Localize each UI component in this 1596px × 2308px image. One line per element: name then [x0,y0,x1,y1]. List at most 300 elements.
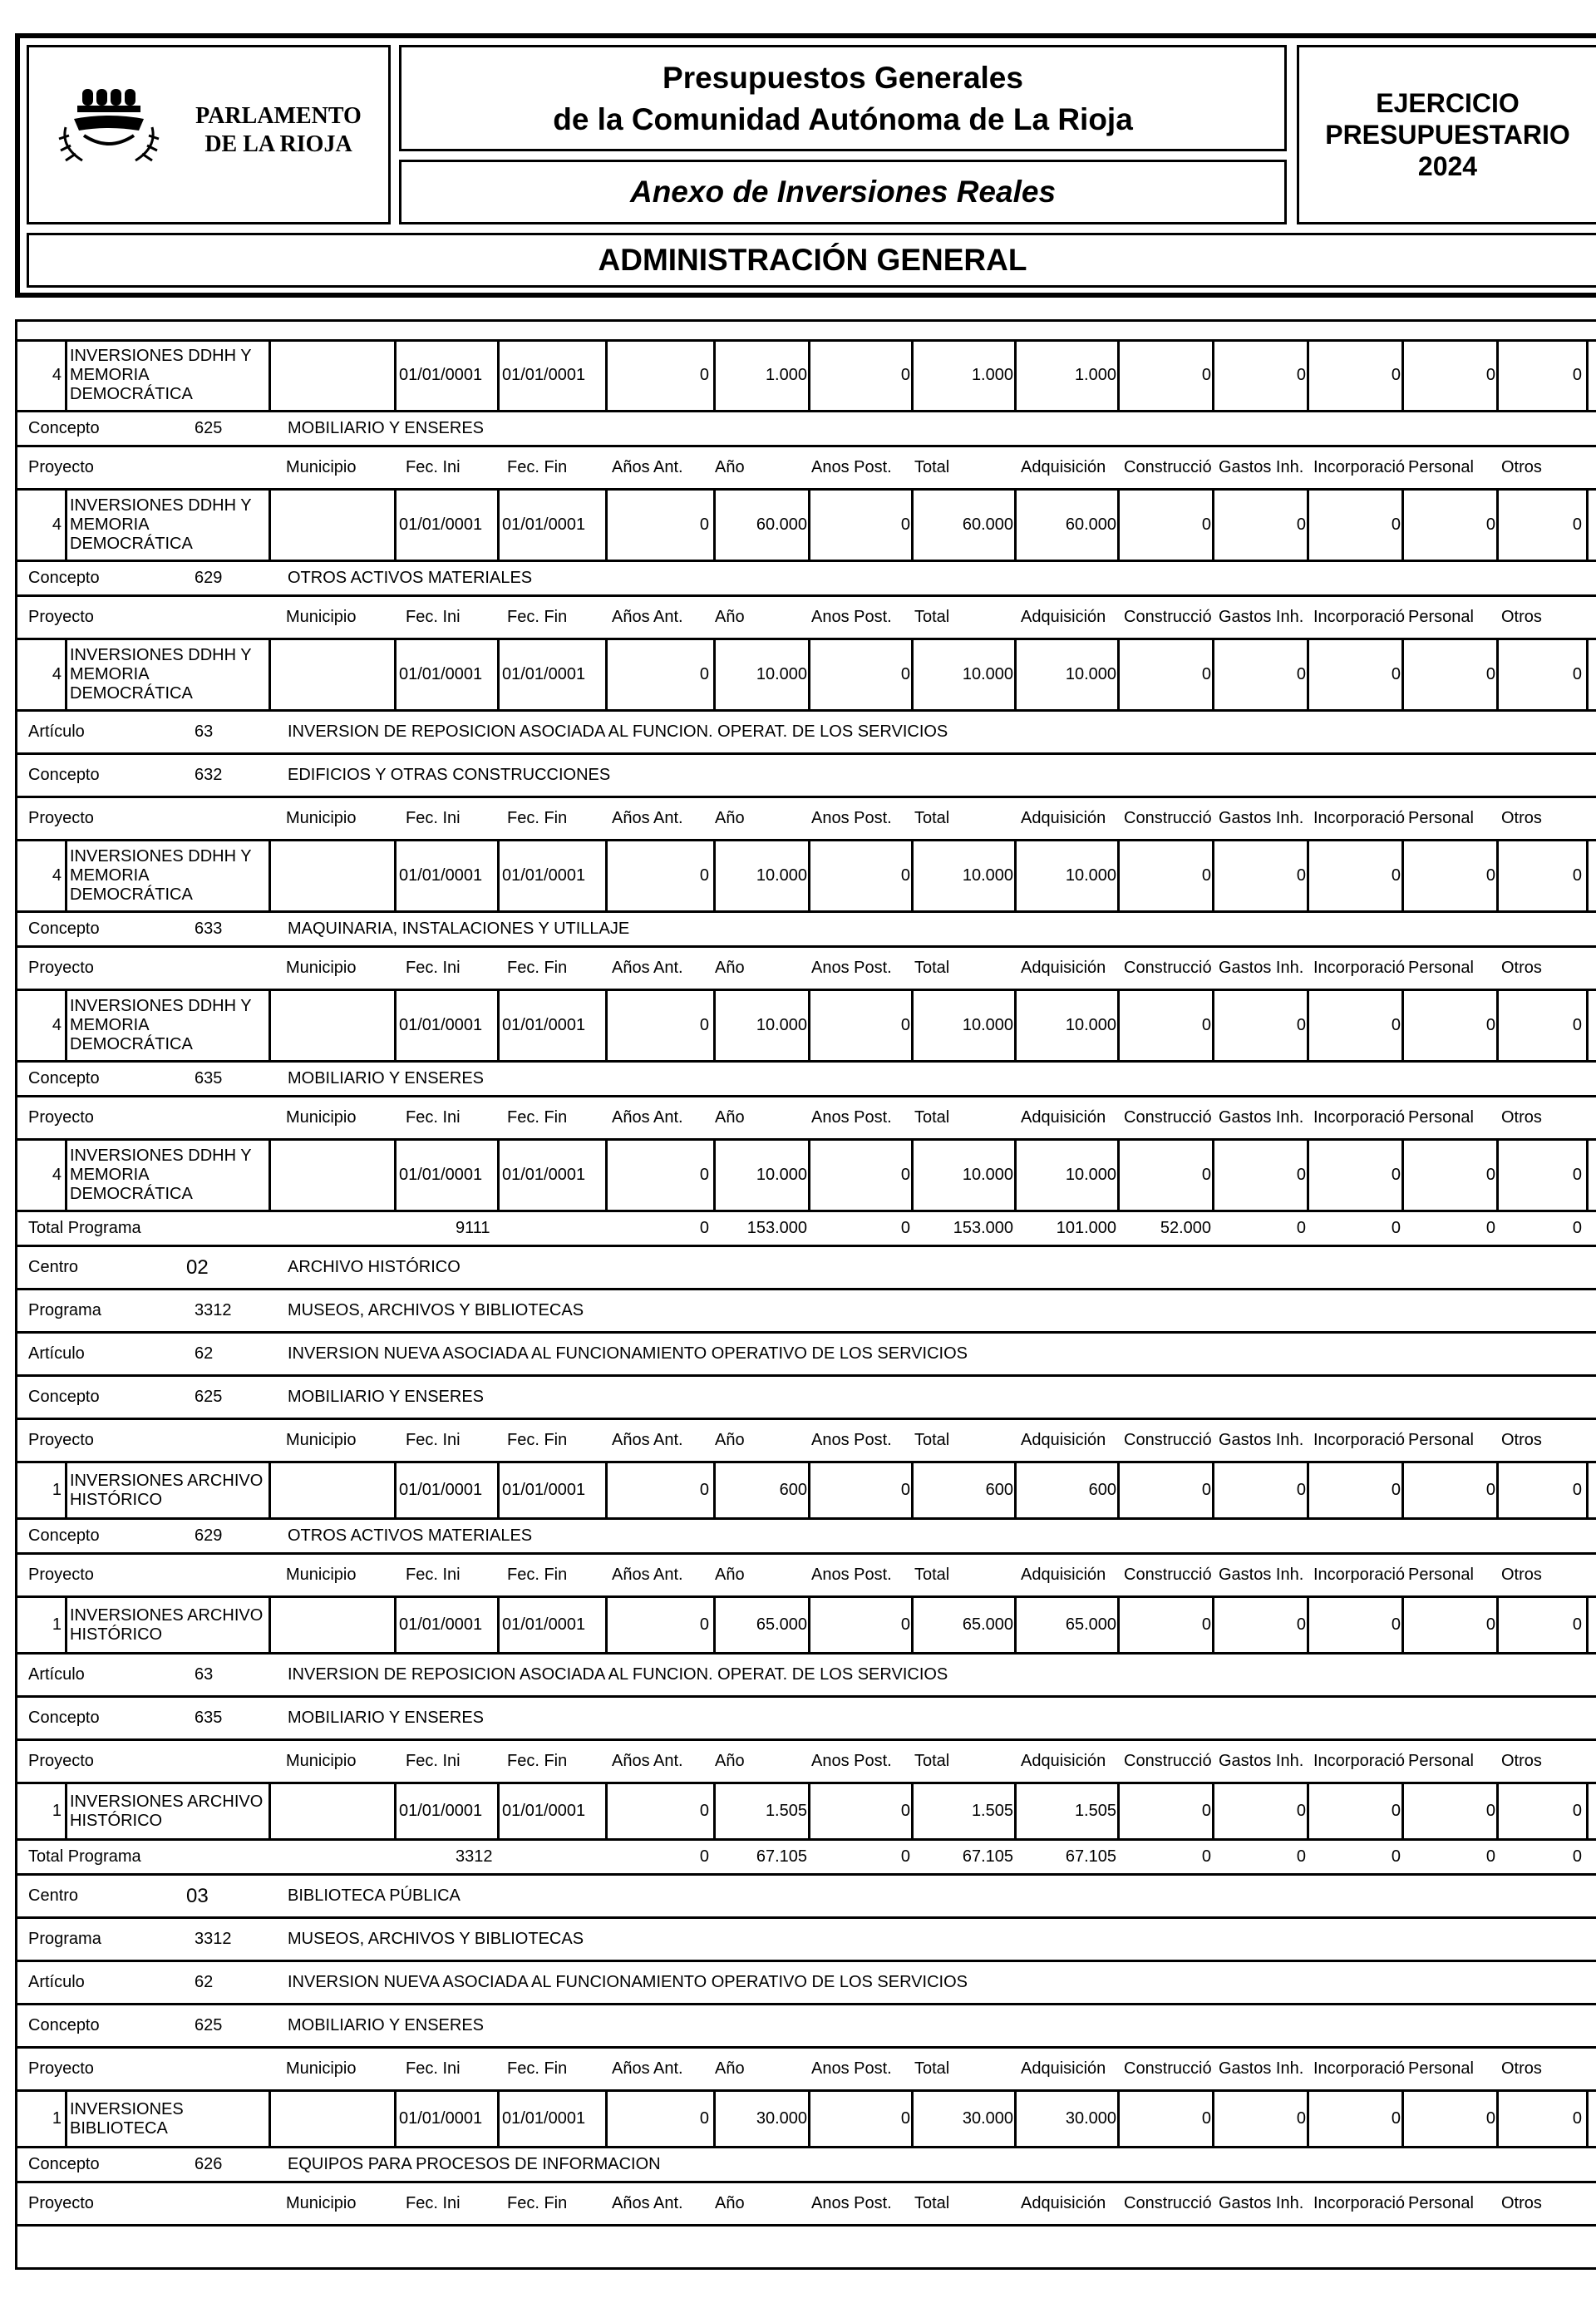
cell-divider [1014,341,1017,410]
amount-gastosinh: 0 [1296,1615,1306,1634]
cell-divider [605,491,608,560]
cell-divider [911,991,914,1060]
column-header: Fec. Fin [507,2194,568,2212]
column-header: Año [715,1752,745,1770]
label-description: MOBILIARIO Y ENSERES [288,2016,485,2034]
column-header: Construcció [1124,2059,1212,2078]
label-code: 633 [195,920,223,938]
amount-incorporaci: 0 [1391,515,1401,534]
cell-divider [808,841,810,910]
column-header: Total [914,2059,950,2078]
column-header: Fec. Ini [406,2194,461,2212]
column-header: Adquisición [1021,1431,1106,1449]
column-header: Años Ant. [612,809,683,827]
cell-divider [1014,491,1017,560]
fec-fin-value: 01/01/0001 [502,1615,586,1634]
column-header: Anos Post. [811,959,892,977]
amount-anospost: 0 [900,1481,910,1499]
section-panel [27,233,1596,288]
amount-personal: 0 [1485,1481,1495,1499]
cell-divider [1586,841,1589,910]
table-row-cols [15,1097,1596,1141]
label-label: Concepto [28,766,100,784]
column-header: Proyecto [28,458,94,476]
title-panel [399,45,1287,151]
label-label: Artículo [28,722,85,741]
amount-incorporaci: 0 [1391,1166,1401,1184]
column-header: Fec. Fin [507,809,568,827]
total-amount: 101.000 [1056,1219,1116,1237]
cell-divider [1586,341,1589,410]
table-row-label [15,712,1596,755]
project-name: INVERSIONES DDHH Y MEMORIA DEMOCRÁTICA [70,847,252,904]
amount-incorporaci: 0 [1391,1802,1401,1820]
column-header: Municipio [286,458,357,476]
centro-label: Centro [28,1886,79,1905]
column-header: Fec. Fin [507,959,568,977]
amount-gastosinh: 0 [1296,1166,1306,1184]
cell-divider [65,2092,67,2146]
cell-divider [1014,2092,1017,2146]
label-code: 635 [195,1709,223,1727]
column-header: Municipio [286,959,357,977]
table-row-label [15,412,1596,447]
amount-anospost: 0 [900,866,910,885]
cell-divider [394,1463,397,1517]
amount-gastosinh: 0 [1296,665,1306,683]
total-amount: 67.105 [1065,1847,1116,1866]
column-header: Gastos Inh. [1219,1566,1304,1584]
cell-divider [1014,1598,1017,1652]
label-code: 629 [195,569,223,587]
amount-adquisicin: 10.000 [1065,1016,1116,1034]
column-header: Proyecto [28,1431,94,1449]
label-description: OTROS ACTIVOS MATERIALES [288,1526,533,1545]
project-name: INVERSIONES DDHH Y MEMORIA DEMOCRÁTICA [70,347,252,403]
column-header: Gastos Inh. [1219,959,1304,977]
cell-divider [1586,640,1589,709]
amount-ao: 1.000 [765,366,807,384]
cell-divider [268,491,271,560]
column-header: Proyecto [28,2194,94,2212]
label-code: 626 [195,2155,223,2173]
column-header: Otros [1501,2194,1542,2212]
amount-incorporaci: 0 [1391,1016,1401,1034]
column-header: Personal [1408,809,1474,827]
column-header: Año [715,809,745,827]
amount-ao: 65.000 [756,1615,807,1634]
total-amount: 0 [1572,1219,1582,1237]
column-header: Fec. Ini [406,1108,461,1127]
label-label: Concepto [28,1069,100,1087]
label-code: 63 [195,722,214,741]
table-row-cols [15,2049,1596,2092]
table-row-cols [15,447,1596,491]
fec-ini-value: 01/01/0001 [399,1166,483,1184]
table-row-cols [15,1741,1596,1784]
total-amount: 0 [1485,1219,1495,1237]
column-header: Anos Post. [811,1431,892,1449]
amount-adquisicin: 65.000 [1065,1615,1116,1634]
label-description: INVERSION DE REPOSICION ASOCIADA AL FUNCION. OPERAT. DE LOS SERVICIOS [288,722,948,741]
amount-anospost: 0 [900,665,910,683]
cell-divider [911,1784,914,1838]
cell-divider [1586,1141,1589,1210]
column-header: Año [715,1431,745,1449]
column-header: Municipio [286,1566,357,1584]
label-label: Programa [28,1930,101,1948]
cell-divider [1014,640,1017,709]
cell-divider [497,1598,500,1652]
cell-divider [268,1598,271,1652]
fec-ini-value: 01/01/0001 [399,1802,483,1820]
project-name: INVERSIONES DDHH Y MEMORIA DEMOCRÁTICA [70,1147,252,1203]
cell-divider [497,2092,500,2146]
column-header: Años Ant. [612,1431,683,1449]
amount-anospost: 0 [900,1615,910,1634]
amount-ao: 10.000 [756,866,807,885]
project-id: 1 [52,1481,62,1499]
column-header: Total [914,809,950,827]
cell-divider [1014,841,1017,910]
total-amount: 0 [699,1219,709,1237]
column-header: Construcció [1124,1752,1212,1770]
amount-gastosinh: 0 [1296,866,1306,885]
total-amount: 0 [1296,1847,1306,1866]
fec-fin-value: 01/01/0001 [502,866,586,885]
total-amount: 0 [1391,1847,1401,1866]
cell-divider [1586,491,1589,560]
column-header: Años Ant. [612,458,683,476]
column-header: Otros [1501,458,1542,476]
total-label: Total Programa [28,1219,141,1237]
column-header: Adquisición [1021,1566,1106,1584]
cell-divider [911,1463,914,1517]
label-code: 63 [195,1665,214,1684]
cell-divider [911,491,914,560]
table-row-item [15,1784,1596,1841]
amount-incorporaci: 0 [1391,866,1401,885]
table-row-label [15,1698,1596,1741]
table-row-centro [15,1247,1596,1290]
column-header: Años Ant. [612,1566,683,1584]
table-row-label [15,1919,1596,1962]
amount-aosant: 0 [699,366,709,384]
label-label: Programa [28,1301,101,1319]
table-row-cols [15,948,1596,991]
column-header: Fec. Fin [507,1108,568,1127]
amount-anospost: 0 [900,1802,910,1820]
amount-ao: 10.000 [756,1166,807,1184]
table-row-item [15,2092,1596,2148]
column-header: Personal [1408,1431,1474,1449]
amount-aosant: 0 [699,1016,709,1034]
cell-divider [605,341,608,410]
label-description: OTROS ACTIVOS MATERIALES [288,569,533,587]
label-label: Concepto [28,2016,100,2034]
label-description: INVERSION NUEVA ASOCIADA AL FUNCIONAMIENTO OPERATIVO DE LOS SERVICIOS [288,1973,968,1991]
column-header: Adquisición [1021,1108,1106,1127]
amount-otros: 0 [1572,1166,1582,1184]
amount-adquisicin: 30.000 [1065,2109,1116,2128]
column-header: Total [914,458,950,476]
cell-divider [605,991,608,1060]
column-header: Fec. Ini [406,2059,461,2078]
amount-total: 10.000 [962,1016,1013,1034]
column-header: Total [914,1108,950,1127]
amount-anospost: 0 [900,1016,910,1034]
cell-divider [497,991,500,1060]
table-row-label [15,1063,1596,1097]
amount-ao: 30.000 [756,2109,807,2128]
label-label: Artículo [28,1973,85,1991]
amount-gastosinh: 0 [1296,1481,1306,1499]
column-header: Años Ant. [612,1108,683,1127]
column-header: Anos Post. [811,809,892,827]
cell-divider [1586,2092,1589,2146]
label-description: MAQUINARIA, INSTALACIONES Y UTILLAJE [288,920,630,938]
amount-otros: 0 [1572,1016,1582,1034]
label-description: MOBILIARIO Y ENSERES [288,1069,485,1087]
column-header: Otros [1501,1752,1542,1770]
fec-fin-value: 01/01/0001 [502,366,586,384]
table-row-item [15,841,1596,913]
column-header: Año [715,608,745,626]
column-header: Incorporació [1313,2194,1405,2212]
cell-divider [268,640,271,709]
amount-personal: 0 [1485,1802,1495,1820]
amount-anospost: 0 [900,2109,910,2128]
column-header: Fec. Fin [507,1431,568,1449]
cell-divider [605,640,608,709]
label-label: Artículo [28,1344,85,1363]
centro-description: BIBLIOTECA PÚBLICA [288,1886,461,1905]
column-header: Año [715,2059,745,2078]
title-line-2: de la Comunidad Autónoma de La Rioja [553,102,1133,136]
amount-aosant: 0 [699,866,709,885]
logo-panel [27,45,391,224]
column-header: Fec. Ini [406,1566,461,1584]
project-id: 4 [52,1166,62,1184]
cell-divider [394,1141,397,1210]
project-id: 1 [52,1802,62,1820]
cell-divider [65,991,67,1060]
table-row-centro [15,1876,1596,1919]
amount-personal: 0 [1485,1016,1495,1034]
table-row-label [15,2005,1596,2049]
column-header: Total [914,1752,950,1770]
amount-total: 1.000 [971,366,1013,384]
cell-divider [808,341,810,410]
table-row-item [15,491,1596,562]
amount-construcci: 0 [1201,866,1211,885]
cell-divider [394,991,397,1060]
cell-divider [497,341,500,410]
cell-divider [1586,1463,1589,1517]
parliament-logo-icon [41,81,174,180]
column-header: Adquisición [1021,458,1106,476]
section-title: ADMINISTRACIÓN GENERAL [598,243,1027,277]
total-amount: 67.105 [962,1847,1013,1866]
amount-personal: 0 [1485,2109,1495,2128]
total-amount: 0 [1485,1847,1495,1866]
cell-divider [911,1598,914,1652]
cell-divider [497,491,500,560]
amount-total: 30.000 [962,2109,1013,2128]
column-header: Municipio [286,1431,357,1449]
amount-adquisicin: 600 [1088,1481,1116,1499]
column-header: Año [715,1566,745,1584]
column-header: Fec. Fin [507,608,568,626]
table-row-cols [15,2183,1596,2227]
column-header: Fec. Fin [507,458,568,476]
label-code: 635 [195,1069,223,1087]
column-header: Construcció [1124,809,1212,827]
cell-divider [911,841,914,910]
amount-total: 1.505 [971,1802,1013,1820]
amount-gastosinh: 0 [1296,1802,1306,1820]
amount-gastosinh: 0 [1296,1016,1306,1034]
table-row-label [15,1520,1596,1555]
fec-fin-value: 01/01/0001 [502,515,586,534]
fec-fin-value: 01/01/0001 [502,665,586,683]
column-header: Anos Post. [811,1108,892,1127]
cell-divider [65,491,67,560]
total-amount: 0 [1201,1847,1211,1866]
column-header: Anos Post. [811,2059,892,2078]
label-code: 62 [195,1973,214,1991]
fec-ini-value: 01/01/0001 [399,665,483,683]
column-header: Anos Post. [811,1752,892,1770]
column-header: Fec. Fin [507,1752,568,1770]
cell-divider [911,640,914,709]
label-description: MOBILIARIO Y ENSERES [288,419,485,437]
table-row-label [15,1655,1596,1698]
project-id: 4 [52,866,62,885]
cell-divider [605,1463,608,1517]
column-header: Total [914,2194,950,2212]
amount-construcci: 0 [1201,1481,1211,1499]
column-header: Año [715,1108,745,1127]
cell-divider [268,341,271,410]
cell-divider [268,841,271,910]
label-description: MUSEOS, ARCHIVOS Y BIBLIOTECAS [288,1930,584,1948]
cell-divider [497,1463,500,1517]
column-header: Total [914,959,950,977]
amount-construcci: 0 [1201,1615,1211,1634]
amount-aosant: 0 [699,515,709,534]
table-row-label [15,562,1596,597]
amount-ao: 10.000 [756,665,807,683]
column-header: Adquisición [1021,2059,1106,2078]
amount-total: 600 [985,1481,1013,1499]
label-description: MOBILIARIO Y ENSERES [288,1388,485,1406]
amount-personal: 0 [1485,665,1495,683]
project-name: INVERSIONES ARCHIVO HISTÓRICO [70,1792,264,1830]
column-header: Proyecto [28,1752,94,1770]
centro-description: ARCHIVO HISTÓRICO [288,1258,461,1276]
amount-aosant: 0 [699,1481,709,1499]
table-row-label [15,755,1596,798]
amount-aosant: 0 [699,2109,709,2128]
amount-aosant: 0 [699,1166,709,1184]
cell-divider [808,1598,810,1652]
amount-adquisicin: 1.505 [1074,1802,1116,1820]
column-header: Otros [1501,809,1542,827]
column-header: Construcció [1124,959,1212,977]
project-name: INVERSIONES ARCHIVO HISTÓRICO [70,1605,264,1644]
cell-divider [394,491,397,560]
fec-fin-value: 01/01/0001 [502,1016,586,1034]
cell-divider [65,1784,67,1838]
column-header: Personal [1408,2059,1474,2078]
table-row-item [15,1598,1596,1655]
cell-divider [808,1141,810,1210]
subtitle-panel [399,160,1287,224]
total-amount: 0 [1391,1219,1401,1237]
amount-anospost: 0 [900,1166,910,1184]
label-label: Concepto [28,920,100,938]
column-header: Construcció [1124,2194,1212,2212]
ejercicio-year: 2024 [1417,151,1478,181]
amount-aosant: 0 [699,1615,709,1634]
column-header: Año [715,2194,745,2212]
column-header: Gastos Inh. [1219,458,1304,476]
column-header: Incorporació [1313,608,1405,626]
amount-anospost: 0 [900,366,910,384]
fec-ini-value: 01/01/0001 [399,515,483,534]
column-header: Proyecto [28,1566,94,1584]
cell-divider [268,991,271,1060]
column-header: Incorporació [1313,1752,1405,1770]
column-header: Proyecto [28,959,94,977]
column-header: Construcció [1124,1431,1212,1449]
total-amount: 0 [699,1847,709,1866]
table-row-cols [15,597,1596,640]
cell-divider [65,1141,67,1210]
total-amount: 153.000 [953,1219,1013,1237]
fec-ini-value: 01/01/0001 [399,1016,483,1034]
column-header: Incorporació [1313,1108,1405,1127]
amount-ao: 600 [779,1481,807,1499]
amount-construcci: 0 [1201,1802,1211,1820]
column-header: Fec. Ini [406,608,461,626]
amount-ao: 60.000 [756,515,807,534]
fec-ini-value: 01/01/0001 [399,366,483,384]
column-header: Gastos Inh. [1219,2059,1304,2078]
cell-divider [808,991,810,1060]
amount-construcci: 0 [1201,1166,1211,1184]
column-header: Personal [1408,959,1474,977]
label-description: EDIFICIOS Y OTRAS CONSTRUCCIONES [288,766,611,784]
amount-construcci: 0 [1201,1016,1211,1034]
table-row-item [15,640,1596,712]
column-header: Fec. Ini [406,458,461,476]
cell-divider [605,1141,608,1210]
table-row-item [15,341,1596,412]
cell-divider [911,2092,914,2146]
cell-divider [394,841,397,910]
label-label: Concepto [28,1388,100,1406]
table-row-label [15,1377,1596,1420]
column-header: Municipio [286,2194,357,2212]
column-header: Fec. Ini [406,1752,461,1770]
amount-aosant: 0 [699,665,709,683]
column-header: Municipio [286,608,357,626]
amount-construcci: 0 [1201,515,1211,534]
amount-total: 65.000 [962,1615,1013,1634]
title-line-1: Presupuestos Generales [663,61,1023,95]
